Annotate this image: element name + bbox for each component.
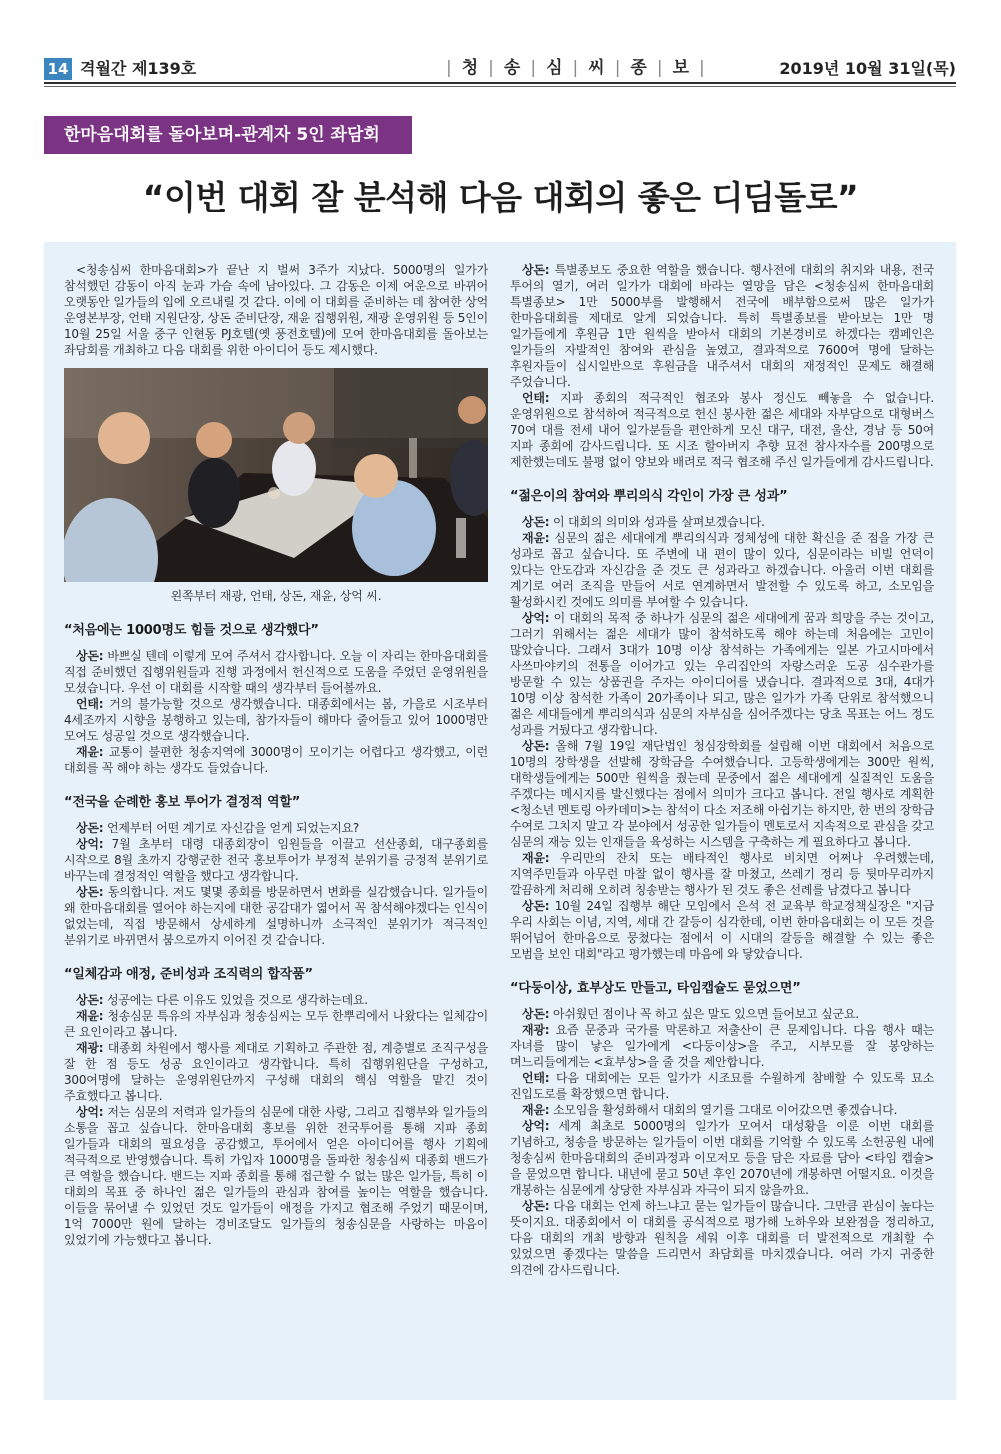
speaker-label: 상억: xyxy=(76,837,104,851)
speech-text: 동의합니다. 저도 몇몇 종회를 방문하면서 변화를 실감했습니다. 일가들이 왜 한마음대회를 열어야 하는지에 대한 공감대가 엷어서 꼭 참석해야겠다는 인식이 없었는데, 직접 방문해서 상세하게 설명하니까 소극적인 분위기가 적극적인 분위기로 바뀌면서 붐으로까지 이어진 것 같습니다. xyxy=(64,885,488,947)
speaker-label: 상돈: xyxy=(76,821,104,835)
column-right xyxy=(510,262,934,1278)
speaker-label: 재윤: xyxy=(76,745,104,759)
speaker-label: 상돈: xyxy=(522,1199,550,1213)
dialogue-paragraph xyxy=(64,992,488,1008)
speech-text: 다음 대회는 언제 하느냐고 묻는 일가들이 많습니다. 그만큼 관심이 높다는 뜻이지요. 대종회에서 이 대회를 공식적으로 평가해 노하우와 보완점을 정리하고, 다음 대회의 개최 방향과 원칙을 세워 이후 대회를 더 발전적으로 개최할 수 있었으면 좋겠다는 말씀을 드리면서 좌담회를 마치겠습니다. 여러 가지 귀중한 의견에 감사드립니다. xyxy=(510,1199,934,1277)
headline: “이번 대회 잘 분석해 다음 대회의 좋은 디딤돌로” xyxy=(142,178,859,217)
speaker-label: 상돈: xyxy=(76,885,104,899)
masthead xyxy=(44,56,956,82)
roundtable-photo xyxy=(64,368,488,582)
speaker-label: 재윤: xyxy=(522,851,550,865)
dialogue-paragraph xyxy=(510,1006,934,1022)
header-rule-thin xyxy=(44,86,956,87)
speech-text: 바쁘실 텐데 이렇게 모여 주셔서 감사합니다. 오늘 이 자리는 한마음대회를 직접 준비했던 집행위원들과 진행 과정에서 헌신적으로 도움을 주었던 운영위원을 모셨습니다. 우선 이 대회를 시작할 때의 생각부터 들어볼까요. xyxy=(64,649,488,695)
speech-text: 저는 심문의 저력과 일가들의 심문에 대한 사랑, 그리고 집행부와 일가들의 소통을 꼽고 싶습니다. 한마음대회 홍보를 위한 전국투어를 통해 지파 종회 일가들과 대회의 필요성을 공감했고, 투어에서 얻은 아이디어를 행사 기획에 적극적으로 반영했습니다. 특히 가입자 1000명을 돌파한 청송심씨 대종회 밴드가 큰 역할을 했습니다. 밴드는 지파 종회를 통해 접근할 수 없는 많은 일가들, 특히 이 대회의 목표 중 하나인 젊은 일가들의 관심과 참여를 높이는 역할을 했습니다. 이들을 묶어낼 수 있었던 것도 일가들이 애정을 가지고 협조해 주었기 때문이며, 1억 7000만 원에 달하는 경비조달도 일가들의 청송심문을 사랑하는 마음이 있었기에 가능했다고 봅니다. xyxy=(64,1105,488,1247)
speaker-label: 언태: xyxy=(522,391,550,405)
column-left xyxy=(64,262,488,1248)
section-heading: “다둥이상, 효부상도 만들고, 타임캡슐도 묻었으면” xyxy=(510,981,801,996)
header-rule xyxy=(44,82,956,84)
speaker-label: 상돈: xyxy=(522,515,550,529)
speaker-label: 상돈: xyxy=(76,993,104,1007)
speech-text: 지파 종회의 적극적인 협조와 봉사 정신도 빼놓을 수 없습니다. 운영위원으로 참석하여 적극적으로 헌신 봉사한 젊은 세대와 자부담으로 대형버스 70여 대를 전세 내어 일가분들을 편안하게 모신 대구, 대전, 울산, 경남 등 50여 지파 종회에 감사드립니다. 또 시조 할아버지 추향 묘전 참사자수를 200명으로 제한했는데도 불평 없이 양보와 배려로 적극 협조해 주신 일가들에게 감사드립니다. xyxy=(510,391,934,469)
section-heading: “젊은이의 참여와 뿌리의식 각인이 가장 큰 성과” xyxy=(510,489,788,504)
speech-text: 청송심문 특유의 자부심과 청송심씨는 모두 한뿌리에서 나왔다는 일체감이 큰 요인이라고 봅니다. xyxy=(64,1009,488,1039)
dialogue-paragraph xyxy=(64,1040,488,1104)
speech-text: 성공에는 다른 이유도 있었을 것으로 생각하는데요. xyxy=(103,993,368,1007)
speaker-label: 상억: xyxy=(76,1105,104,1119)
speech-text: 아쉬웠던 점이나 꼭 하고 싶은 말도 있으면 들어보고 싶군요. xyxy=(549,1007,859,1021)
speaker-label: 재광: xyxy=(76,1041,104,1055)
dialogue-paragraph xyxy=(64,836,488,884)
speaker-label: 상돈: xyxy=(522,739,550,753)
dialogue-paragraph xyxy=(510,262,934,390)
speaker-label: 언태: xyxy=(76,697,104,711)
speech-text: 언제부터 어떤 계기로 자신감을 얻게 되었는지요? xyxy=(103,821,360,835)
section-heading: “처음에는 1000명도 힘들 것으로 생각했다” xyxy=(64,623,319,638)
dialogue-paragraph xyxy=(510,1118,934,1198)
speaker-label: 상돈: xyxy=(522,1007,550,1021)
paper-char: 청 xyxy=(461,58,482,78)
speech-text: 세계 최초로 5000명의 일가가 모여서 대성황을 이룬 이번 대회를 기념하고, 청송을 방문하는 일가들이 이번 대회를 기억할 수 있도록 소헌공원 내에 청송심씨 한마음대회의 준비과정과 이모저모 등을 담은 자료를 담아 <타임 캡슐>을 묻었으면 합니다. 내년에 묻고 50년 후인 2070년에 개봉하면 어떨지요. 이것을 개봉하는 심문에게 상당한 자부심과 자극이 되지 않을까요. xyxy=(510,1119,934,1197)
dialogue-paragraph xyxy=(64,744,488,776)
speaker-label: 언태: xyxy=(522,1071,550,1085)
speaker-label: 재윤: xyxy=(522,531,550,545)
paper-char: 심 xyxy=(546,58,566,78)
dialogue-paragraph xyxy=(510,610,934,738)
section-heading: “전국을 순례한 홍보 투어가 결정적 역할” xyxy=(64,795,301,810)
speech-text: 우리만의 잔치 또는 배타적인 행사로 비치면 어쩌나 우려했는데, 지역주민들과 아무런 마찰 없이 행사를 잘 마쳤고, 쓰레기 정리 등 뒷마무리까지 깔끔하게 처리해 오히려 칭송받는 행사가 된 것도 좋은 선례를 남겼다고 봅니다 xyxy=(510,851,934,897)
speech-text: 요즘 문중과 국가를 막론하고 저출산이 큰 문제입니다. 다음 행사 때는 자녀를 많이 낳은 일가에게 <다둥이상>을 주고, 시부모를 잘 봉양하는 며느리들에게는 <효부상>을 줄 것을 제안합니다. xyxy=(510,1023,934,1069)
dialogue-paragraph xyxy=(510,1198,934,1278)
dialogue-paragraph xyxy=(510,514,934,530)
speech-text: 소모임을 활성화해서 대회의 열기를 그대로 이어갔으면 좋겠습니다. xyxy=(549,1103,898,1117)
publication-date: 2019년 10월 31일(목) xyxy=(779,59,956,78)
paper-char: 보 xyxy=(672,58,693,78)
speech-text: 다음 대회에는 모든 일가가 시조묘를 수월하게 참배할 수 있도록 묘소 진입도로를 확장했으면 합니다. xyxy=(510,1071,934,1101)
intro-paragraph: <청송심씨 한마음대회>가 끝난 지 벌써 3주가 지났다. 5000명의 일가가 참석했던 감동이 아직 눈과 가슴 속에 남아있다. 그 감동은 이제 여운으로 바뀌어 오랫동안 일가들의 입에 오르내릴 것 같다. 이에 이 대회를 준비하는 데 참여한 상억 운영본부장, 언태 지원단장, 상돈 준비단장, 재윤 집행위원, 재광 운영위원 등 5인이 10월 25일 서울 중구 인현동 PJ호텔(옛 풍전호텔)에 모여 한마음대회를 돌아보는 좌담회를 개최하고 다음 대회를 위한 아이디어 등도 제시했다. xyxy=(64,263,488,357)
dialogue-paragraph xyxy=(64,696,488,744)
dialogue-paragraph xyxy=(510,738,934,850)
dialogue-paragraph xyxy=(64,1008,488,1040)
photo-illustration xyxy=(64,368,488,582)
article-body xyxy=(44,242,956,1400)
dialogue-paragraph xyxy=(510,1070,934,1102)
speech-text: 이 대회의 의미와 성과를 살펴보겠습니다. xyxy=(549,515,765,529)
speaker-label: 재윤: xyxy=(522,1103,550,1117)
speaker-label: 상돈: xyxy=(522,899,550,913)
speech-text: 교통이 불편한 청송지역에 3000명이 모이기는 어렵다고 생각했고, 이런 대회를 꼭 해야 하는 생각도 들었습니다. xyxy=(64,745,488,775)
speech-text: 10월 24일 집행부 해단 모임에서 은석 전 교육부 학교정책실장은 "지금 우리 사회는 이념, 지역, 세대 간 갈등이 심각한데, 이번 한마음대회는 이 모든 것을 뛰어넘어 한마음으로 뭉쳤다는 점에서 이 시대의 갈등을 해결할 수 있는 좋은 모범을 보인 대회"라고 평가했는데 마음에 와 닿았습니다. xyxy=(510,899,934,961)
speech-text: 대종회 차원에서 행사를 제대로 기획하고 주관한 점, 계층별로 조직구성을 잘 한 점 등도 성공 요인이라고 생각합니다. 특히 집행위원단을 구성하고, 300여명에 달하는 운영위원단까지 구성해 대회의 핵심 역할을 맡긴 것이 주효했다고 봅니다. xyxy=(64,1041,488,1103)
dialogue-paragraph xyxy=(64,648,488,696)
speech-text: 이 대회의 목적 중 하나가 심문의 젊은 세대에게 꿈과 희망을 주는 것이고, 그러기 위해서는 젊은 세대가 많이 참석하도록 해야 하는데 처음에는 고민이 많았습니다. 그래서 3대가 10명 이상 참석하는 가족에게는 일본 가고시마에서 사쓰마야키의 전통을 이어가고 있는 우리집안의 자랑스러운 도공 심수관가를 방문할 수 있는 상품권을 주자는 아이디어를 냈습니다. 결과적으로 3대, 4대가 10명 이상 참석한 가족이 20가족이나 되고, 많은 일가가 가족 단위로 참석했으니 젊은 세대들에게 뿌리의식과 심문의 자부심을 심어주겠다는 당초 목표는 어느 정도 성과를 거뒀다고 생각합니다. xyxy=(510,611,934,737)
speech-text: 7월 초부터 대령 대종회장이 임원들을 이끌고 선산종회, 대구종회를 시작으로 8월 초까지 강행군한 전국 홍보투어가 부정적 분위기를 긍정적 분위기로 바꾸는데 결정적인 역할을 했다고 생각합니다. xyxy=(64,837,488,883)
dialogue-paragraph xyxy=(510,1022,934,1070)
dialogue-paragraph xyxy=(510,530,934,610)
page-number: 14 xyxy=(44,58,72,80)
speaker-label: 상억: xyxy=(522,1119,550,1133)
speaker-label: 상억: xyxy=(522,611,550,625)
dialogue-paragraph xyxy=(510,390,934,470)
dialogue-paragraph xyxy=(64,1104,488,1248)
dialogue-paragraph xyxy=(510,850,934,898)
speaker-label: 재윤: xyxy=(76,1009,104,1023)
section-heading: “일체감과 애정, 준비성과 조직력의 합작품” xyxy=(64,967,313,982)
dialogue-paragraph xyxy=(64,820,488,836)
section-tag: 한마음대회를 돌아보며-관계자 5인 좌담회 xyxy=(44,116,412,154)
dialogue-paragraph xyxy=(510,898,934,962)
speech-text: 거의 불가능할 것으로 생각했습니다. 대종회에서는 봄, 가을로 시조부터 4세조까지 시향을 봉행하고 있는데, 참가자들이 해마다 줄어들고 있어 1000명만 모여도 성공일 것으로 생각했습니다. xyxy=(64,697,488,743)
newspaper-name: | 청 | 송 | 심 | 씨 | 종 | 보 | xyxy=(446,58,708,78)
paper-char: 송 xyxy=(503,58,524,78)
speaker-label: 재광: xyxy=(522,1023,550,1037)
paper-char: 종 xyxy=(630,58,650,78)
issue-number: 격월간 제139호 xyxy=(80,59,197,78)
dialogue-paragraph xyxy=(510,1102,934,1118)
speech-text: 심문의 젊은 세대에게 뿌리의식과 정체성에 대한 확신을 준 점을 가장 큰 성과로 꼽고 싶습니다. 또 주변에 내 편이 많이 있다, 심문이라는 비빌 언덕이 있다는 안도감과 자신감을 준 것도 큰 성과라고 하겠습니다. 아울러 이번 대회를 계기로 여러 조직을 만들어 서로 연계하면서 발전할 수 있도록 하고, 소모임을 활성화시킨 것에도 의미를 부여할 수 있습니다. xyxy=(510,531,934,609)
speech-text: 특별종보도 중요한 역할을 했습니다. 행사전에 대회의 취지와 내용, 전국 투어의 열기, 여러 일가가 대회에 바라는 열망을 담은 <청송심씨 한마음대회 특별종보> 1만 5000부를 발행해서 전국에 배부함으로써 많은 일가가 한마음대회를 제대로 알게 되었습니다. 특히 특별종보를 받아보는 1만 명 일가들에게 후원금 1만 원씩을 받아서 대회의 기본경비로 하겠다는 캠페인은 일가들의 자발적인 참여와 관심을 높였고, 결과적으로 7600여 명에 달하는 후원자들이 십시일반으로 후원금을 내주셔서 대회의 재정적인 문제도 해결해 주었습니다. xyxy=(510,263,934,389)
photo-caption: 왼쪽부터 재광, 언태, 상돈, 재윤, 상억 씨. xyxy=(170,589,382,603)
speaker-label: 상돈: xyxy=(76,649,104,663)
dialogue-paragraph xyxy=(64,884,488,948)
speech-text: 올해 7월 19일 재단법인 청심장학회를 설립해 이번 대회에서 처음으로 10명의 장학생을 선발해 장학금을 수여했습니다. 고등학생에게는 300만 원씩, 대학생들에게는 500만 원씩을 줬는데 문중에서 젊은 세대에게 실질적인 도움을 주겠다는 메시지를 발신했다는 점에서 의미가 크다고 봅니다. 전일 행사로 계획한 <청소년 멘토링 아카데미>는 참석이 다소 저조해 아쉽기는 하지만, 한 번의 장학금 수여로 그치지 말고 각 분야에서 성공한 일가들이 멘토로서 지속적으로 관심을 갖고 심문의 재능 있는 인재들을 육성하는 시스템을 구축하는 게 필요하다고 봅니다. xyxy=(510,739,935,849)
paper-char: 씨 xyxy=(588,58,608,78)
speaker-label: 상돈: xyxy=(522,263,550,277)
